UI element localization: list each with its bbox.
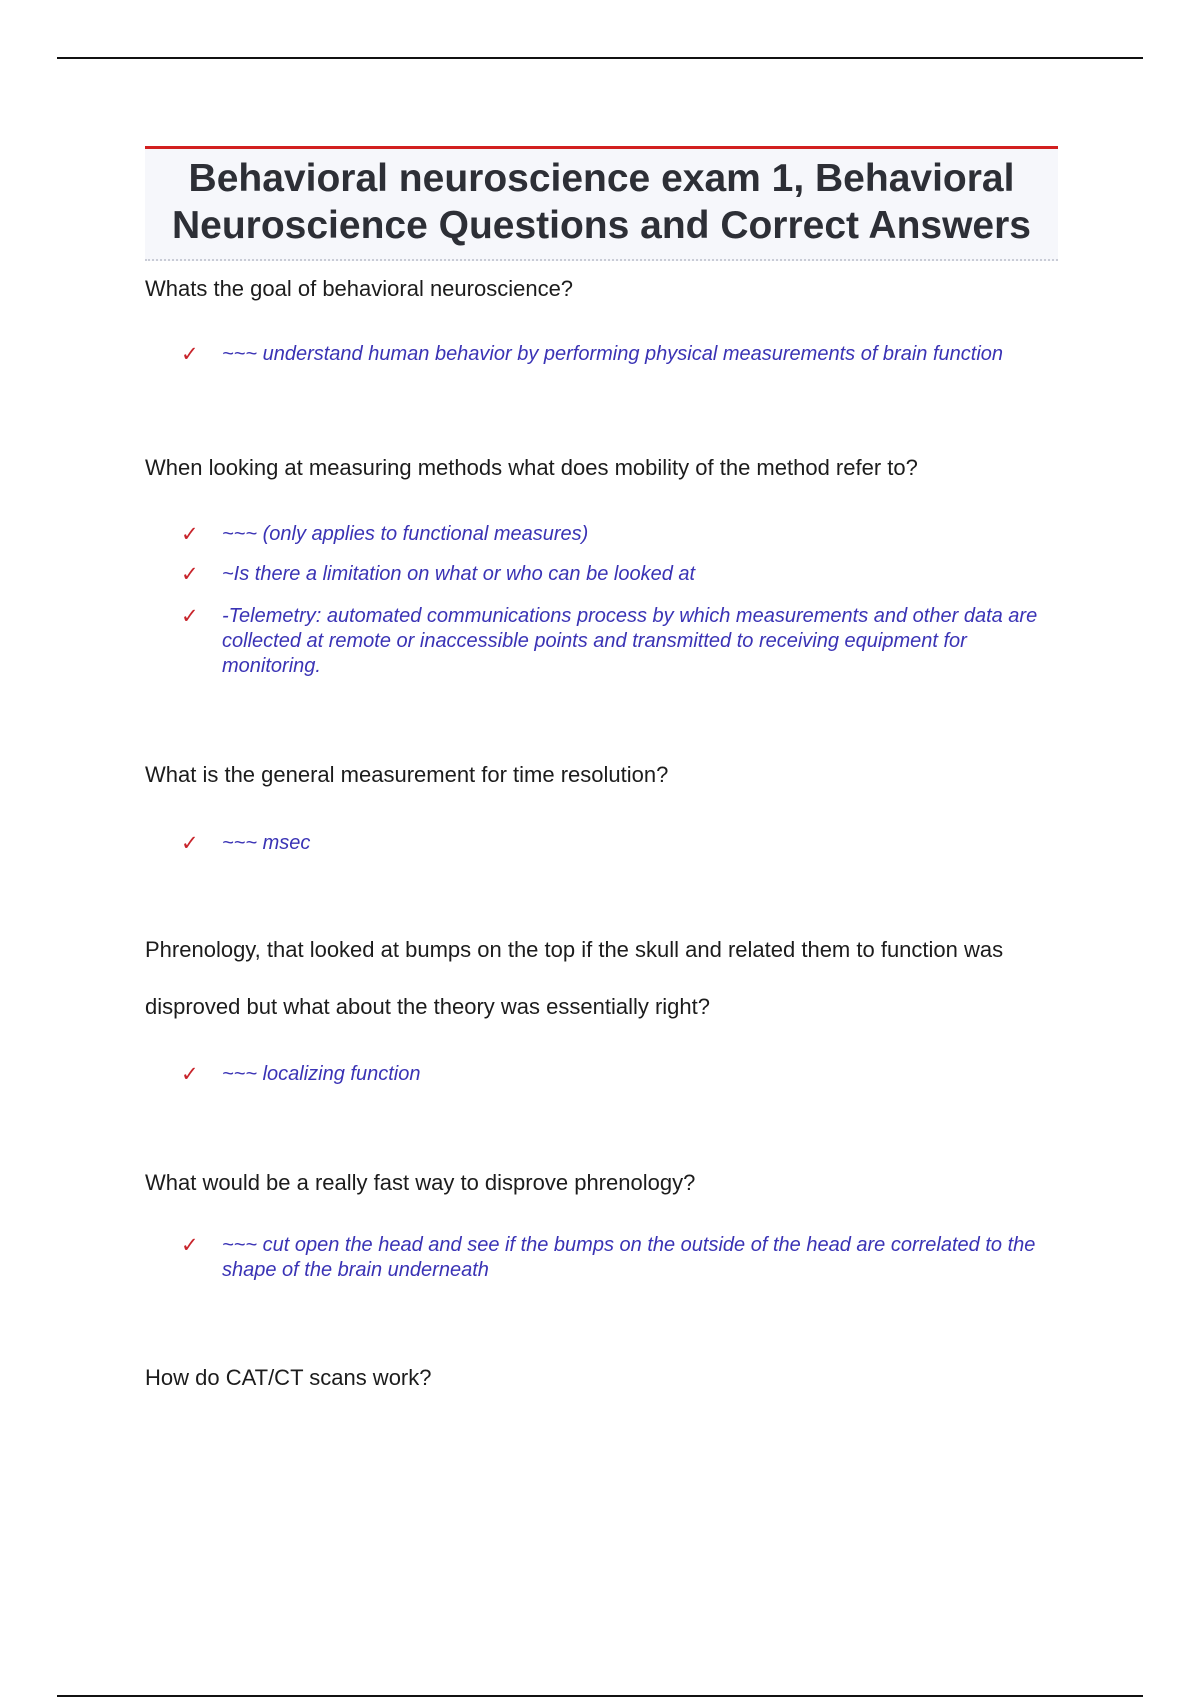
qa-item-4	[145, 921, 1058, 1087]
checkmark-icon: ✓	[181, 1234, 199, 1257]
checkmark-icon: ✓	[181, 1063, 199, 1086]
qa-item-6	[145, 1364, 1058, 1392]
qa-item-5	[145, 1169, 1058, 1283]
document-body	[145, 146, 1058, 1392]
answer-item	[145, 522, 1058, 547]
answer-item	[145, 342, 1058, 367]
answer-text: -Telemetry: automated communications process by which measurements and other data are collected at remote or inaccessible points and transmitted to receiving equipment for monitoring.	[222, 605, 1038, 677]
answer-item	[145, 831, 1058, 856]
question-5: What would be a really fast way to disprove phrenology?	[145, 1170, 696, 1195]
answer-list-3	[145, 831, 1058, 856]
document-title: Behavioral neuroscience exam 1, Behavioral Neuroscience Questions and Correct Answers	[172, 157, 1031, 247]
qa-item-2	[145, 454, 1058, 679]
bottom-rule	[57, 1695, 1143, 1697]
answer-text: ~~~ (only applies to functional measures)	[222, 523, 589, 545]
answer-text: ~~~ understand human behavior by performing physical measurements of brain function	[222, 343, 1004, 365]
question-2: When looking at measuring methods what does mobility of the method refer to?	[145, 455, 918, 480]
checkmark-icon: ✓	[181, 605, 199, 628]
top-rule	[57, 57, 1143, 59]
checkmark-icon: ✓	[181, 563, 199, 586]
qa-item-1	[145, 275, 1058, 367]
checkmark-icon: ✓	[181, 523, 199, 546]
answer-item	[145, 1233, 1058, 1283]
answer-text: ~~~ localizing function	[222, 1063, 421, 1085]
qa-item-3	[145, 761, 1058, 856]
answer-list-5	[145, 1233, 1058, 1283]
question-6: How do CAT/CT scans work?	[145, 1365, 432, 1390]
answer-text: ~~~ msec	[222, 832, 311, 854]
answer-item	[145, 604, 1058, 679]
answer-list-4	[145, 1062, 1058, 1087]
question-3: What is the general measurement for time resolution?	[145, 762, 669, 787]
question-4: Phrenology, that looked at bumps on the top if the skull and related them to function was disproved but what about the theory was essentially right?	[145, 937, 1004, 1019]
question-1: Whats the goal of behavioral neuroscience?	[145, 276, 574, 301]
answer-list-1	[145, 342, 1058, 367]
answer-text: ~~~ cut open the head and see if the bumps on the outside of the head are correlated to the shape of the brain underneath	[222, 1234, 1036, 1281]
title-box	[145, 146, 1058, 261]
answer-item	[145, 562, 1058, 587]
answer-text: ~Is there a limitation on what or who can be looked at	[222, 563, 696, 585]
checkmark-icon: ✓	[181, 832, 199, 855]
answer-item	[145, 1062, 1058, 1087]
answer-list-2	[145, 522, 1058, 679]
checkmark-icon: ✓	[181, 343, 199, 366]
